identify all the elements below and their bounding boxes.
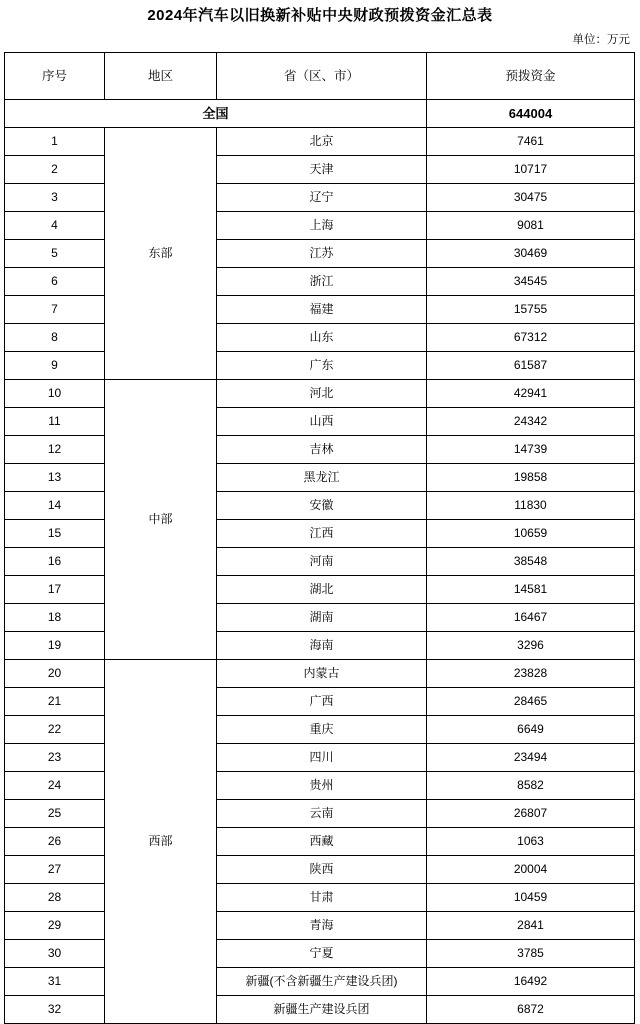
cell-province: 青海 [217,912,427,940]
cell-amount: 6872 [427,996,635,1024]
column-header-amount: 预拨资金 [427,53,635,100]
cell-province: 天津 [217,156,427,184]
cell-no: 29 [5,912,105,940]
cell-province: 四川 [217,744,427,772]
subsidy-table [4,52,635,1024]
cell-no: 6 [5,268,105,296]
cell-province: 山西 [217,408,427,436]
table-row [5,408,635,436]
cell-amount: 11830 [427,492,635,520]
cell-amount: 24342 [427,408,635,436]
cell-province: 内蒙古 [217,660,427,688]
table-row [5,744,635,772]
cell-province: 陕西 [217,856,427,884]
cell-amount: 16492 [427,968,635,996]
cell-province: 湖南 [217,604,427,632]
cell-province: 湖北 [217,576,427,604]
cell-no: 30 [5,940,105,968]
cell-no: 28 [5,884,105,912]
cell-province: 北京 [217,128,427,156]
cell-no: 16 [5,548,105,576]
table-header [5,53,635,100]
cell-no: 31 [5,968,105,996]
cell-amount: 20004 [427,856,635,884]
total-label: 全国 [5,100,427,128]
cell-province: 吉林 [217,436,427,464]
cell-region: 中部 [105,380,217,660]
table-row [5,632,635,660]
cell-province: 浙江 [217,268,427,296]
total-amount: 644004 [427,100,635,128]
cell-province: 福建 [217,296,427,324]
cell-amount: 2841 [427,912,635,940]
cell-no: 26 [5,828,105,856]
cell-amount: 10659 [427,520,635,548]
table-row [5,212,635,240]
cell-province: 安徽 [217,492,427,520]
table-row [5,492,635,520]
table-row [5,772,635,800]
cell-amount: 15755 [427,296,635,324]
table-row [5,436,635,464]
cell-amount: 10717 [427,156,635,184]
table-row [5,828,635,856]
table-row [5,380,635,408]
cell-province: 广东 [217,352,427,380]
cell-no: 20 [5,660,105,688]
cell-no: 11 [5,408,105,436]
cell-amount: 10459 [427,884,635,912]
cell-province: 贵州 [217,772,427,800]
cell-no: 9 [5,352,105,380]
cell-no: 7 [5,296,105,324]
table-row [5,296,635,324]
table-row [5,576,635,604]
cell-no: 13 [5,464,105,492]
cell-no: 4 [5,212,105,240]
cell-amount: 16467 [427,604,635,632]
cell-amount: 42941 [427,380,635,408]
cell-region: 东部 [105,128,217,380]
cell-amount: 30469 [427,240,635,268]
cell-province: 西藏 [217,828,427,856]
table-row [5,912,635,940]
table-row [5,996,635,1024]
cell-amount: 1063 [427,828,635,856]
cell-no: 18 [5,604,105,632]
table-row [5,604,635,632]
cell-province: 广西 [217,688,427,716]
cell-amount: 26807 [427,800,635,828]
cell-no: 23 [5,744,105,772]
cell-amount: 7461 [427,128,635,156]
cell-no: 10 [5,380,105,408]
cell-province: 海南 [217,632,427,660]
table-row [5,716,635,744]
total-row [5,100,635,128]
cell-no: 2 [5,156,105,184]
cell-amount: 6649 [427,716,635,744]
table-row [5,240,635,268]
cell-amount: 9081 [427,212,635,240]
cell-amount: 3296 [427,632,635,660]
table-row [5,688,635,716]
cell-province: 山东 [217,324,427,352]
table-row [5,940,635,968]
cell-province: 甘肃 [217,884,427,912]
table-row [5,800,635,828]
cell-no: 21 [5,688,105,716]
cell-no: 15 [5,520,105,548]
page-title: 2024年汽车以旧换新补贴中央财政预拨资金汇总表 [147,7,493,24]
cell-amount: 14581 [427,576,635,604]
cell-amount: 28465 [427,688,635,716]
table-row [5,352,635,380]
cell-amount: 19858 [427,464,635,492]
cell-amount: 3785 [427,940,635,968]
cell-no: 3 [5,184,105,212]
cell-amount: 34545 [427,268,635,296]
unit-note: 单位：万元 [572,34,630,46]
cell-no: 19 [5,632,105,660]
table-body [5,100,635,1024]
cell-province: 云南 [217,800,427,828]
cell-no: 8 [5,324,105,352]
cell-no: 25 [5,800,105,828]
column-header-province: 省（区、市） [217,53,427,100]
cell-no: 22 [5,716,105,744]
cell-no: 1 [5,128,105,156]
cell-province: 黑龙江 [217,464,427,492]
table-row [5,968,635,996]
cell-amount: 67312 [427,324,635,352]
column-header-region: 地区 [105,53,217,100]
table-row [5,184,635,212]
table-row [5,884,635,912]
cell-no: 14 [5,492,105,520]
cell-province: 上海 [217,212,427,240]
table-row [5,128,635,156]
cell-no: 5 [5,240,105,268]
cell-province: 河北 [217,380,427,408]
column-header-no: 序号 [5,53,105,100]
table-row [5,520,635,548]
cell-province: 新疆(不含新疆生产建设兵团) [217,968,427,996]
cell-amount: 30475 [427,184,635,212]
table-row [5,156,635,184]
cell-province: 辽宁 [217,184,427,212]
cell-amount: 61587 [427,352,635,380]
cell-region: 西部 [105,660,217,1024]
cell-province: 新疆生产建设兵团 [217,996,427,1024]
cell-amount: 8582 [427,772,635,800]
table-row [5,464,635,492]
cell-province: 河南 [217,548,427,576]
cell-province: 重庆 [217,716,427,744]
table-row [5,268,635,296]
cell-no: 12 [5,436,105,464]
cell-amount: 23494 [427,744,635,772]
header-row [5,53,635,100]
cell-no: 32 [5,996,105,1024]
cell-no: 17 [5,576,105,604]
cell-province: 宁夏 [217,940,427,968]
cell-amount: 14739 [427,436,635,464]
cell-province: 江西 [217,520,427,548]
table-row [5,856,635,884]
cell-amount: 23828 [427,660,635,688]
cell-no: 27 [5,856,105,884]
table-row [5,324,635,352]
cell-province: 江苏 [217,240,427,268]
table-row [5,660,635,688]
cell-no: 24 [5,772,105,800]
cell-amount: 38548 [427,548,635,576]
table-row [5,548,635,576]
